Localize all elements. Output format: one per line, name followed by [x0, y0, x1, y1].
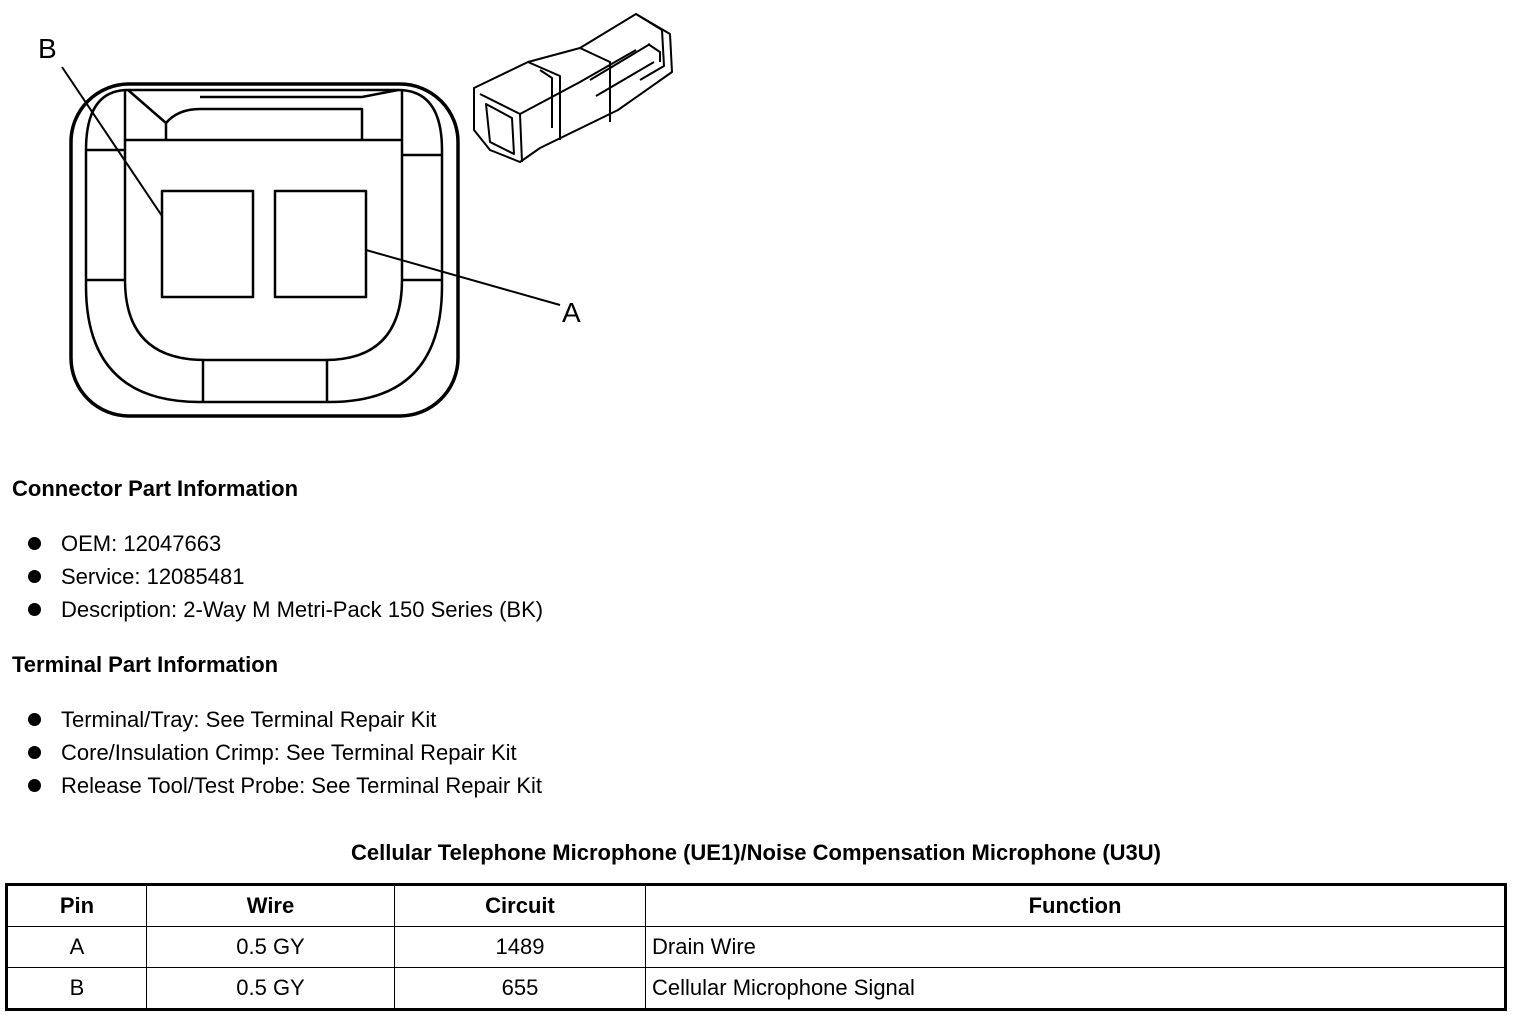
list-item	[28, 527, 543, 560]
bullet-icon	[28, 746, 41, 759]
table-header-row	[7, 885, 1506, 927]
bullet-icon	[28, 570, 41, 583]
cell-circuit: 655	[395, 968, 646, 1010]
cavity-a	[275, 191, 366, 297]
cell-circuit: 1489	[395, 927, 646, 968]
bullet-icon	[28, 713, 41, 726]
cell-wire: 0.5 GY	[147, 968, 395, 1010]
terminal-info-heading: Terminal Part Information	[12, 652, 279, 677]
connector-info-list	[28, 527, 543, 626]
header-wire: Wire	[147, 885, 395, 927]
cell-pin: B	[7, 968, 147, 1010]
terminal-info-list	[28, 703, 542, 802]
table-row	[7, 927, 1506, 968]
header-pin: Pin	[7, 885, 147, 927]
connector-inner-ring	[86, 90, 442, 402]
list-item-text: Service: 12085481	[61, 564, 245, 589]
list-item	[28, 703, 542, 736]
list-item	[28, 560, 543, 593]
pin-table-title: Cellular Telephone Microphone (UE1)/Noise Compensation Microphone (U3U)	[351, 840, 1161, 865]
leader-line-a	[366, 250, 560, 305]
table-row	[7, 968, 1506, 1010]
label-a: A	[562, 297, 581, 328]
list-item	[28, 769, 542, 802]
list-item-text: Description: 2-Way M Metri-Pack 150 Series (BK)	[61, 597, 544, 622]
cell-function: Cellular Microphone Signal	[646, 968, 1506, 1010]
cell-pin: A	[7, 927, 147, 968]
bullet-icon	[28, 537, 41, 550]
bullet-icon	[28, 603, 41, 616]
connector-body	[125, 140, 402, 360]
connector-outer-housing	[71, 84, 458, 416]
list-item-text: OEM: 12047663	[61, 531, 222, 556]
connector-info-heading: Connector Part Information	[12, 476, 299, 501]
label-b: B	[38, 33, 57, 64]
cell-wire: 0.5 GY	[147, 927, 395, 968]
list-item-text: Release Tool/Test Probe: See Terminal Repair Kit	[61, 773, 542, 798]
list-item	[28, 593, 543, 626]
connector-diagram	[0, 0, 700, 440]
list-item-text: Terminal/Tray: See Terminal Repair Kit	[61, 707, 437, 732]
connector-latch	[166, 109, 362, 140]
cavity-b	[162, 191, 253, 297]
header-function: Function	[646, 885, 1506, 927]
pin-table	[5, 883, 1507, 1011]
cell-function: Drain Wire	[646, 927, 1506, 968]
list-item	[28, 736, 542, 769]
bullet-icon	[28, 779, 41, 792]
connector-3d-view	[474, 14, 672, 162]
list-item-text: Core/Insulation Crimp: See Terminal Repair Kit	[61, 740, 517, 765]
header-circuit: Circuit	[395, 885, 646, 927]
